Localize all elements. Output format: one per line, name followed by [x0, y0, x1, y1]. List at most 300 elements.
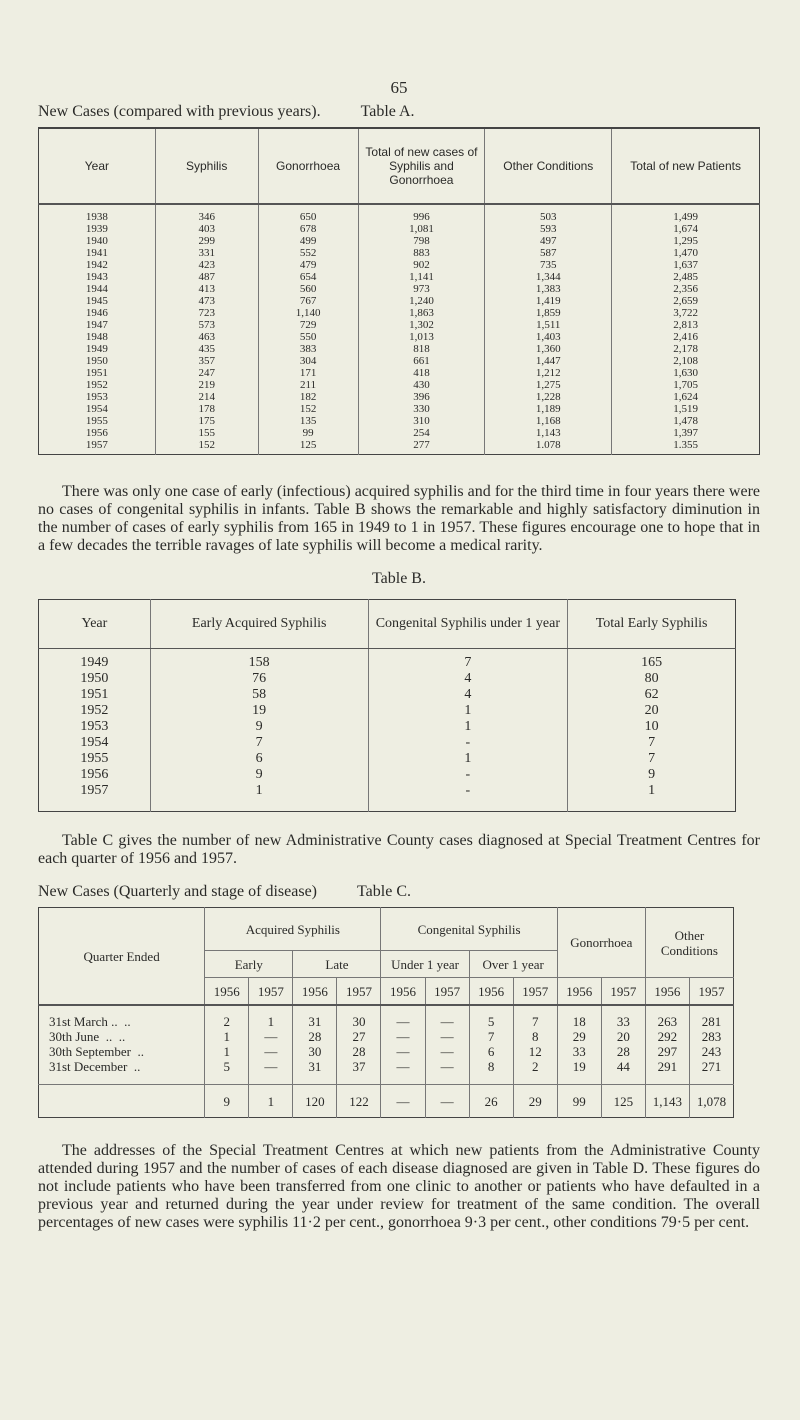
year-header: 1956	[557, 978, 601, 1006]
table-cell: 4	[368, 671, 568, 687]
table-cell: 9	[150, 767, 368, 783]
table-cell: 12	[513, 1044, 557, 1059]
table-cell: 292	[645, 1029, 689, 1044]
table-cell: 1	[205, 1044, 249, 1059]
table-row	[39, 403, 760, 415]
table-cell: —	[425, 1059, 469, 1085]
table-row	[39, 735, 736, 751]
table-cell: 155	[155, 427, 258, 439]
table-cell: —	[249, 1029, 293, 1044]
table-cell: 37	[337, 1059, 381, 1085]
table-c-heading: New Cases (Quarterly and stage of disease)	[38, 883, 318, 900]
table-cell: 1,295	[612, 235, 760, 247]
paragraph-treatment-centres: The addresses of the Special Treatment Centres at which new patients from the Administrative County attended during 1957 and the number of cases of each disease diagnosed are given in Table D. These figures do not include patients who have been transferred from one clinic to another or patients who have defaulted in a previous year and returned during the year under review for treatment of the same condition. The overall percentages of new cases were syphilis 11·2 per cent., gonorrhoea 9·3 per cent., other conditions 79·5 per cent.	[38, 1142, 760, 1231]
table-cell: 1	[249, 1005, 293, 1029]
table-row	[39, 204, 760, 223]
table-cell: 1,674	[612, 223, 760, 235]
table-cell: 1949	[80, 655, 109, 670]
table-row	[39, 427, 760, 439]
total-cell: 120	[293, 1085, 337, 1118]
table-cell: 497	[485, 235, 612, 247]
table-a-header-row	[39, 128, 760, 204]
year-header: 1957	[601, 978, 645, 1006]
table-b-label: Table B.	[372, 570, 426, 587]
table-cell: 479	[258, 259, 358, 271]
table-cell: 346	[155, 204, 258, 223]
table-cell: 125	[258, 439, 358, 455]
total-cell: —	[425, 1085, 469, 1118]
table-cell: 44	[601, 1059, 645, 1085]
table-cell: 1	[368, 751, 568, 767]
table-cell: 1943	[85, 271, 108, 283]
table-cell: 403	[155, 223, 258, 235]
table-cell: 277	[358, 439, 485, 455]
table-cell: 330	[358, 403, 485, 415]
table-cell: 430	[358, 379, 485, 391]
table-cell: 487	[155, 271, 258, 283]
table-cell: 593	[485, 223, 612, 235]
table-cell: 304	[258, 355, 358, 367]
table-a-header: Syphilis	[155, 128, 258, 204]
year-header: 1957	[337, 978, 381, 1006]
table-cell: 1,447	[485, 355, 612, 367]
table-cell: 28	[337, 1044, 381, 1059]
table-cell: 291	[645, 1059, 689, 1085]
table-cell: 1,403	[485, 331, 612, 343]
table-cell: 560	[258, 283, 358, 295]
table-cell: 299	[155, 235, 258, 247]
table-row	[39, 391, 760, 403]
table-cell: 902	[358, 259, 485, 271]
table-cell: 171	[258, 367, 358, 379]
page-number: 65	[390, 78, 408, 97]
total-cell: 1,078	[689, 1085, 733, 1118]
table-row	[39, 295, 760, 307]
table-a-header: Total of new Patients	[612, 128, 760, 204]
table-cell: 463	[155, 331, 258, 343]
table-row	[39, 331, 760, 343]
quarter-label: 30th September ..	[49, 1044, 144, 1059]
table-cell: 473	[155, 295, 258, 307]
table-cell: —	[249, 1044, 293, 1059]
table-cell: 1,360	[485, 343, 612, 355]
table-cell: 1,344	[485, 271, 612, 283]
table-cell: 1	[205, 1029, 249, 1044]
table-cell: 6	[469, 1044, 513, 1059]
table-row	[39, 767, 736, 783]
table-cell: 1,863	[358, 307, 485, 319]
header-under-1-year: Under 1 year	[381, 951, 469, 978]
table-cell: 413	[155, 283, 258, 295]
table-row	[39, 719, 736, 735]
table-cell: 1,143	[485, 427, 612, 439]
table-c-caption	[38, 882, 760, 902]
table-cell: 1955	[80, 751, 109, 766]
table-cell: 418	[358, 367, 485, 379]
table-cell: 182	[258, 391, 358, 403]
table-cell: 723	[155, 307, 258, 319]
table-row	[39, 1044, 734, 1059]
table-c-label: Table C.	[357, 883, 411, 900]
table-cell: 2,485	[612, 271, 760, 283]
table-cell: 1953	[80, 719, 109, 734]
table-a-caption	[38, 102, 760, 122]
table-cell: 62	[568, 687, 736, 703]
table-cell: 973	[358, 283, 485, 295]
table-row	[39, 307, 760, 319]
table-cell: 1951	[80, 687, 109, 702]
table-cell: 7	[513, 1005, 557, 1029]
year-header: 1956	[469, 978, 513, 1006]
table-cell: 2	[205, 1005, 249, 1029]
table-cell: 2,813	[612, 319, 760, 331]
table-cell: 587	[485, 247, 612, 259]
table-cell: 28	[601, 1044, 645, 1059]
table-cell: 1951	[85, 367, 108, 379]
table-cell: 1939	[85, 223, 108, 235]
year-header: 1956	[645, 978, 689, 1006]
table-cell: —	[425, 1044, 469, 1059]
table-cell: 8	[469, 1059, 513, 1085]
table-cell: 1,511	[485, 319, 612, 331]
table-cell: 573	[155, 319, 258, 331]
table-a-header: Total of new cases of Syphilis and Gonorrhoea	[358, 128, 485, 204]
table-cell: 30	[337, 1005, 381, 1029]
table-cell: 1,081	[358, 223, 485, 235]
table-cell: 5	[469, 1005, 513, 1029]
table-cell: 1957	[80, 783, 109, 798]
table-cell: 7	[568, 751, 736, 767]
table-cell: 1,212	[485, 367, 612, 379]
table-cell: 31	[293, 1005, 337, 1029]
table-c	[38, 907, 734, 1118]
year-header: 1957	[249, 978, 293, 1006]
table-cell: 1,140	[258, 307, 358, 319]
table-cell: 767	[258, 295, 358, 307]
table-cell: 30	[293, 1044, 337, 1059]
table-cell: 33	[557, 1044, 601, 1059]
table-cell: 1941	[85, 247, 108, 259]
total-cell: 1	[249, 1085, 293, 1118]
table-cell: 499	[258, 235, 358, 247]
table-cell: 331	[155, 247, 258, 259]
table-cell: 1,499	[612, 204, 760, 223]
table-row	[39, 223, 760, 235]
table-cell: 1.078	[485, 439, 612, 455]
table-row	[39, 1029, 734, 1044]
table-cell: 3,722	[612, 307, 760, 319]
table-cell: 1,478	[612, 415, 760, 427]
table-row	[39, 649, 736, 672]
table-cell: 2	[513, 1059, 557, 1085]
table-cell: 1940	[85, 235, 108, 247]
year-header: 1956	[205, 978, 249, 1006]
table-cell: 798	[358, 235, 485, 247]
table-cell: 18	[557, 1005, 601, 1029]
table-row	[39, 367, 760, 379]
table-cell: 1	[150, 783, 368, 812]
table-cell: 1952	[80, 703, 109, 718]
table-cell: 1,228	[485, 391, 612, 403]
table-cell: 6	[150, 751, 368, 767]
table-b-header: Early Acquired Syphilis	[150, 600, 368, 649]
table-cell: 1938	[85, 211, 108, 223]
table-cell: 423	[155, 259, 258, 271]
table-cell: 33	[601, 1005, 645, 1029]
table-cell: 254	[358, 427, 485, 439]
table-row	[39, 783, 736, 812]
table-cell: 735	[485, 259, 612, 271]
table-cell: 1,637	[612, 259, 760, 271]
table-cell: 661	[358, 355, 485, 367]
table-cell: 7	[568, 735, 736, 751]
paragraph-early-syphilis: There was only one case of early (infectious) acquired syphilis and for the third time in four years there were no cases of congenital syphilis in infants. Table B shows the remarkable and highly satisfactory diminution in the number of cases of early syphilis from 165 in 1949 to 1 in 1957. These figures encourage one to hope that in a few decades the terrible ravages of late syphilis will become a medical rarity.	[38, 483, 760, 554]
table-cell: 1,397	[612, 427, 760, 439]
table-cell: -	[368, 735, 568, 751]
header-congenital-syphilis: Congenital Syphilis	[381, 908, 557, 951]
table-cell: 503	[485, 204, 612, 223]
table-cell: 4	[368, 687, 568, 703]
table-cell: -	[368, 767, 568, 783]
table-b-header: Congenital Syphilis under 1 year	[368, 600, 568, 649]
table-cell: —	[381, 1005, 425, 1029]
totals-row	[39, 1085, 734, 1118]
table-cell: 7	[469, 1029, 513, 1044]
table-cell: 1954	[80, 735, 109, 750]
table-cell: 1944	[85, 283, 108, 295]
total-cell: 122	[337, 1085, 381, 1118]
table-cell: -	[368, 783, 568, 812]
table-cell: 654	[258, 271, 358, 283]
table-a-heading: New Cases (compared with previous years).	[38, 103, 321, 120]
table-cell: 2,356	[612, 283, 760, 295]
table-cell: 1,419	[485, 295, 612, 307]
table-cell: 20	[568, 703, 736, 719]
table-cell: 2,416	[612, 331, 760, 343]
header-acquired-syphilis: Acquired Syphilis	[205, 908, 381, 951]
table-a-header: Gonorrhoea	[258, 128, 358, 204]
table-cell: 175	[155, 415, 258, 427]
total-cell: 99	[557, 1085, 601, 1118]
table-cell: 214	[155, 391, 258, 403]
table-cell: 1,624	[612, 391, 760, 403]
table-cell: 2,178	[612, 343, 760, 355]
table-row	[39, 751, 736, 767]
table-cell: 1942	[85, 259, 108, 271]
table-cell: 7	[368, 649, 568, 672]
quarter-label: 31st March .. ..	[49, 1014, 131, 1029]
table-cell: 1957	[85, 439, 108, 451]
table-cell: 1,519	[612, 403, 760, 415]
table-cell: 58	[150, 687, 368, 703]
table-row	[39, 355, 760, 367]
table-cell: 281	[689, 1005, 733, 1029]
table-cell: 1,240	[358, 295, 485, 307]
table-cell: 247	[155, 367, 258, 379]
table-cell: 19	[150, 703, 368, 719]
table-cell: 1946	[85, 307, 108, 319]
table-cell: 1956	[85, 427, 108, 439]
table-cell: 1,168	[485, 415, 612, 427]
table-cell: 9	[150, 719, 368, 735]
table-cell: 29	[557, 1029, 601, 1044]
table-cell: 271	[689, 1059, 733, 1085]
table-cell: 996	[358, 204, 485, 223]
table-cell: —	[425, 1005, 469, 1029]
table-cell: 729	[258, 319, 358, 331]
table-cell: 158	[150, 649, 368, 672]
table-a-header: Other Conditions	[485, 128, 612, 204]
table-row	[39, 439, 760, 455]
table-cell: 7	[150, 735, 368, 751]
table-cell: 165	[568, 649, 736, 672]
table-cell: —	[381, 1059, 425, 1085]
header-early: Early	[205, 951, 293, 978]
table-cell: 357	[155, 355, 258, 367]
year-header: 1956	[381, 978, 425, 1006]
total-cell: 9	[205, 1085, 249, 1118]
table-cell: 435	[155, 343, 258, 355]
table-row	[39, 687, 736, 703]
table-row	[39, 1005, 734, 1029]
table-b-header-row	[39, 600, 736, 649]
table-a	[38, 127, 760, 455]
table-row	[39, 235, 760, 247]
table-cell: 1	[368, 703, 568, 719]
table-cell: 383	[258, 343, 358, 355]
table-cell: 2,659	[612, 295, 760, 307]
table-cell: 1,189	[485, 403, 612, 415]
table-row	[39, 1059, 734, 1085]
table-cell: 1,141	[358, 271, 485, 283]
table-cell: 27	[337, 1029, 381, 1044]
table-cell: 1,859	[485, 307, 612, 319]
table-b-header: Total Early Syphilis	[568, 600, 736, 649]
table-row	[39, 343, 760, 355]
table-cell: 1955	[85, 415, 108, 427]
table-cell: —	[425, 1029, 469, 1044]
table-cell: —	[381, 1044, 425, 1059]
table-row	[39, 271, 760, 283]
table-cell: 1948	[85, 331, 108, 343]
table-cell: 1,705	[612, 379, 760, 391]
table-cell: 1950	[80, 671, 109, 686]
total-cell: 125	[601, 1085, 645, 1118]
quarter-label: 31st December ..	[49, 1059, 141, 1074]
table-cell: 1	[568, 783, 736, 812]
table-b	[38, 599, 736, 812]
table-cell: 76	[150, 671, 368, 687]
table-row	[39, 671, 736, 687]
table-cell: 152	[155, 439, 258, 455]
header-other-conditions: Other Conditions	[645, 908, 733, 978]
table-cell: 1950	[85, 355, 108, 367]
table-cell: 297	[645, 1044, 689, 1059]
table-cell: 5	[205, 1059, 249, 1085]
table-cell: 1956	[80, 767, 109, 782]
table-cell: 552	[258, 247, 358, 259]
table-cell: 99	[258, 427, 358, 439]
table-cell: 1947	[85, 319, 108, 331]
table-cell: 19	[557, 1059, 601, 1085]
table-cell: 152	[258, 403, 358, 415]
table-cell: 678	[258, 223, 358, 235]
table-row	[39, 259, 760, 271]
year-header: 1957	[689, 978, 733, 1006]
paragraph-table-c-intro: Table C gives the number of new Administrative County cases diagnosed at Special Treatment Centres for each quarter of 1956 and 1957.	[38, 832, 760, 867]
total-cell: 1,143	[645, 1085, 689, 1118]
table-cell: 80	[568, 671, 736, 687]
table-cell: 1	[368, 719, 568, 735]
table-cell: 178	[155, 403, 258, 415]
table-cell: 1,013	[358, 331, 485, 343]
table-cell: 1,383	[485, 283, 612, 295]
table-cell: 2,108	[612, 355, 760, 367]
table-cell: 9	[568, 767, 736, 783]
table-cell: 310	[358, 415, 485, 427]
year-header: 1957	[513, 978, 557, 1006]
table-cell: —	[381, 1029, 425, 1044]
total-cell: 26	[469, 1085, 513, 1118]
table-cell: 20	[601, 1029, 645, 1044]
table-row	[39, 415, 760, 427]
table-cell: 818	[358, 343, 485, 355]
table-cell: 1954	[85, 403, 108, 415]
header-quarter-ended: Quarter Ended	[39, 908, 205, 1006]
table-b-header: Year	[39, 600, 151, 649]
table-a-header: Year	[39, 128, 156, 204]
year-header: 1956	[293, 978, 337, 1006]
table-cell: —	[249, 1059, 293, 1085]
table-cell: 1,630	[612, 367, 760, 379]
table-cell: 1,302	[358, 319, 485, 331]
table-row	[39, 379, 760, 391]
total-cell: 29	[513, 1085, 557, 1118]
year-header: 1957	[425, 978, 469, 1006]
totals-label-blank	[39, 1085, 205, 1118]
table-cell: 263	[645, 1005, 689, 1029]
table-a-label: Table A.	[360, 103, 415, 120]
total-cell: —	[381, 1085, 425, 1118]
table-cell: 1952	[85, 379, 108, 391]
table-cell: 283	[689, 1029, 733, 1044]
table-cell: 650	[258, 204, 358, 223]
table-cell: 219	[155, 379, 258, 391]
table-cell: 10	[568, 719, 736, 735]
header-gonorrhoea: Gonorrhoea	[557, 908, 645, 978]
table-cell: 8	[513, 1029, 557, 1044]
table-cell: 243	[689, 1044, 733, 1059]
header-late: Late	[293, 951, 381, 978]
table-cell: 396	[358, 391, 485, 403]
table-cell: 1945	[85, 295, 108, 307]
table-row	[39, 319, 760, 331]
table-cell: 28	[293, 1029, 337, 1044]
table-cell: 211	[258, 379, 358, 391]
table-cell: 883	[358, 247, 485, 259]
header-over-1-year: Over 1 year	[469, 951, 557, 978]
table-cell: 1.355	[612, 439, 760, 455]
table-cell: 1949	[85, 343, 108, 355]
table-cell: 1,470	[612, 247, 760, 259]
table-cell: 1,275	[485, 379, 612, 391]
table-cell: 550	[258, 331, 358, 343]
table-cell: 135	[258, 415, 358, 427]
table-cell: 31	[293, 1059, 337, 1085]
table-row	[39, 247, 760, 259]
table-row	[39, 283, 760, 295]
quarter-label: 30th June .. ..	[49, 1029, 126, 1044]
